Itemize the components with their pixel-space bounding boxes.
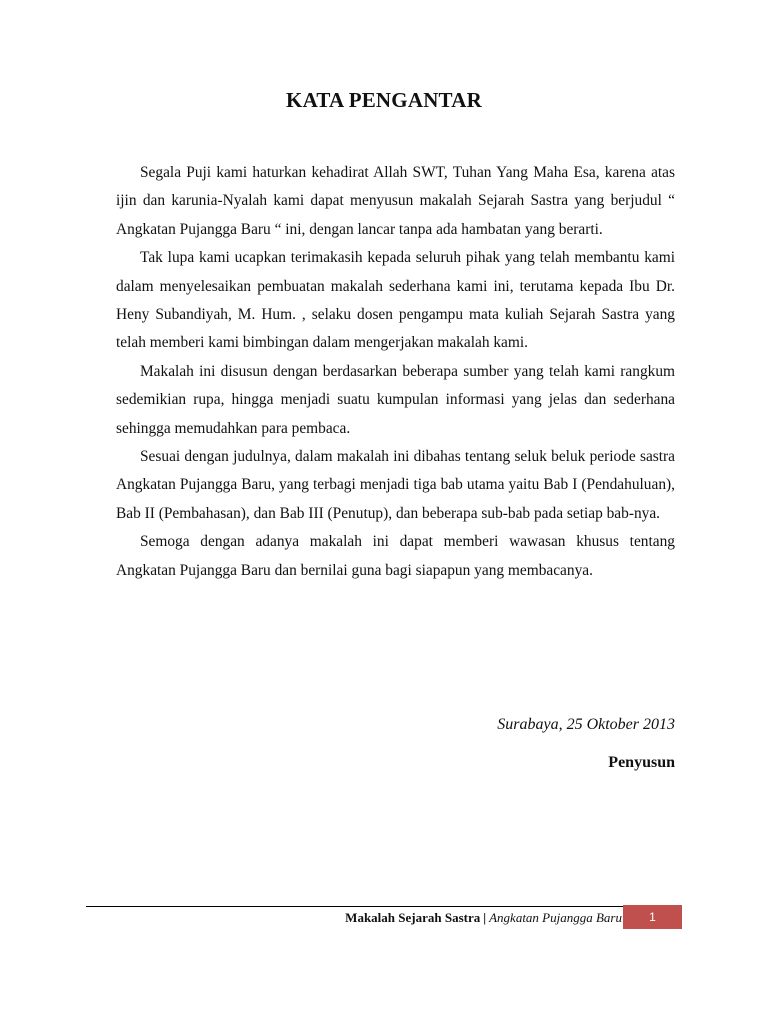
footer-separator: | [483, 910, 487, 925]
footer-doc-name: Makalah Sejarah Sastra [345, 910, 481, 925]
page-number: 1 [623, 905, 682, 929]
page-title: KATA PENGANTAR [286, 88, 482, 112]
footer [345, 907, 622, 929]
body-text [116, 159, 675, 585]
paragraph-5: Semoga dengan adanya makalah ini dapat memberi wawasan khusus tentang Angkatan Pujangga Baru dan bernilai guna bagi siapapun yang membacanya. [116, 533, 675, 579]
paragraph-2: Tak lupa kami ucapkan terimakasih kepada seluruh pihak yang telah membantu kami dalam menyelesaikan pembuatan makalah sederhana kami ini, terutama kepada Ibu Dr. Heny Subandiyah, M. Hum. , selaku dosen pengampu mata kuliah Sejarah Sastra yang telah memberi kami bimbingan dalam mengerjakan makalah kami. [116, 249, 675, 352]
place-date: Surabaya, 25 Oktober 2013 [497, 716, 675, 733]
paragraph-1: Segala Puji kami haturkan kehadirat Allah SWT, Tuhan Yang Maha Esa, karena atas ijin dan karunia-Nyalah kami dapat menyusun makalah Sejarah Sastra yang berjudul “ Angkatan Pujangga Baru “ ini, dengan lancar tanpa ada hambatan yang berarti. [116, 164, 675, 238]
author-signature: Penyusun [608, 754, 675, 771]
paragraph-4: Sesuai dengan judulnya, dalam makalah ini dibahas tentang seluk beluk periode sastra Angkatan Pujangga Baru, yang terbagi menjadi tiga bab utama yaitu Bab I (Pendahuluan), Bab II (Pembahasan), dan Bab III (Penutup), dan beberapa sub-bab pada setiap bab-nya. [116, 448, 675, 522]
paragraph-3: Makalah ini disusun dengan berdasarkan beberapa sumber yang telah kami rangkum sedemikian rupa, hingga menjadi suatu kumpulan informasi yang jelas dan sederhana sehingga memudahkan para pembaca. [116, 362, 675, 437]
footer-doc-topic: Angkatan Pujangga Baru [489, 910, 622, 925]
